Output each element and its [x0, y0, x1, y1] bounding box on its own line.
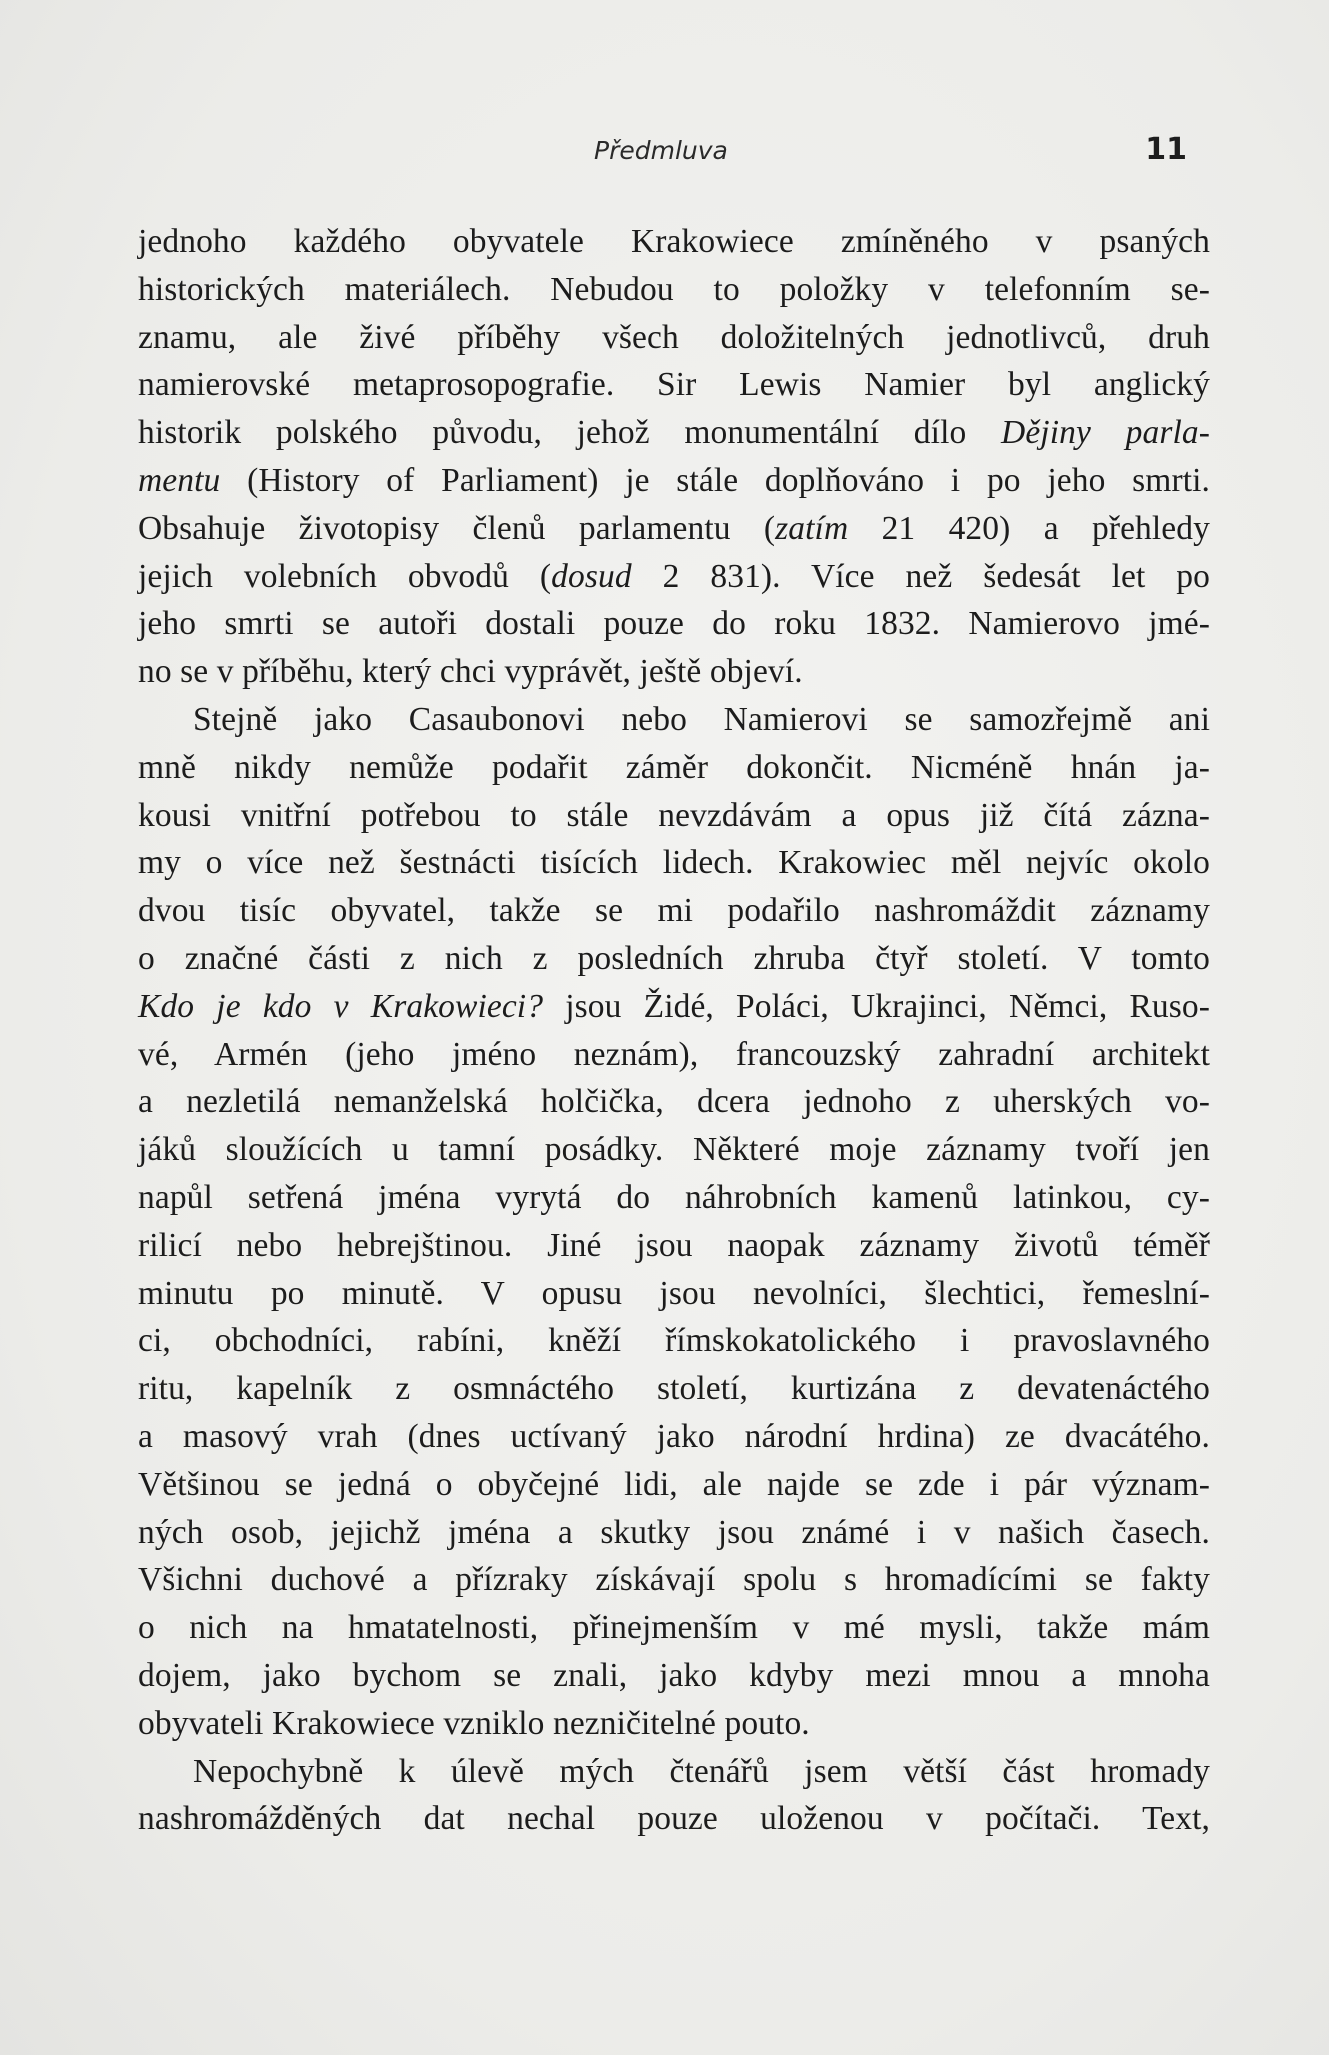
- text-segment: historik polského původu, jehož monumentální dílo: [138, 414, 1002, 452]
- text-line: [138, 887, 1210, 935]
- text-segment: Stejně jako Casaubonovi nebo Namierovi se samozřejmě ani: [193, 700, 1210, 738]
- text-segment: o nich na hmatatelnosti, přinejmenším v mé mysli, takže mám: [138, 1609, 1210, 1647]
- text-line: [138, 744, 1210, 792]
- text-line: [138, 648, 1210, 696]
- text-segment: (History of Parliament) je stále doplňováno i po jeho smrti.: [220, 461, 1210, 499]
- text-segment: a nezletilá nemanželská holčička, dcera jednoho z uherských vo-: [138, 1083, 1210, 1121]
- chapter-title: Předmluva: [594, 136, 728, 165]
- italic-text: Dějiny parla-: [1001, 414, 1210, 452]
- text-line: [138, 1317, 1210, 1365]
- text-segment: jáků sloužících u tamní posádky. Některé moje záznamy tvoří jen: [138, 1131, 1210, 1169]
- text-line: [138, 1556, 1210, 1604]
- body-text: [138, 218, 1210, 1843]
- text-line: [138, 1509, 1210, 1557]
- text-line: [138, 505, 1210, 553]
- text-line: [138, 314, 1210, 362]
- text-line: [138, 839, 1210, 887]
- text-segment: napůl setřená jména vyrytá do náhrobních kamenů latinkou, cy-: [138, 1178, 1210, 1216]
- text-segment: vé, Armén (jeho jméno neznám), francouzský zahradní architekt: [138, 1035, 1210, 1073]
- text-line: [138, 457, 1210, 505]
- text-segment: Všichni duchové a přízraky získávají spolu s hromadícími se fakty: [138, 1561, 1210, 1599]
- text-segment: ných osob, jejichž jména a skutky jsou známé i v našich časech.: [138, 1513, 1210, 1551]
- text-segment: Nepochybně k úlevě mých čtenářů jsem větší část hromady: [193, 1752, 1210, 1790]
- text-segment: ritu, kapelník z osmnáctého století, kurtizána z devatenáctého: [138, 1370, 1210, 1408]
- text-line: [138, 935, 1210, 983]
- text-line: [138, 1078, 1210, 1126]
- text-segment: jednoho každého obyvatele Krakowiece zmíněného v psaných: [138, 223, 1210, 260]
- text-line: [138, 1365, 1210, 1413]
- text-segment: rilicí nebo hebrejštinou. Jiné jsou naopak záznamy životů téměř: [138, 1226, 1210, 1264]
- text-segment: no se v příběhu, který chci vyprávět, ještě objeví.: [138, 653, 803, 691]
- italic-text: zatím: [775, 509, 849, 547]
- text-segment: 2 831). Více než šedesát let po: [631, 557, 1211, 595]
- text-line: [138, 696, 1210, 744]
- text-segment: jsou Židé, Poláci, Ukrajinci, Němci, Ruso-: [543, 987, 1211, 1025]
- text-line: [138, 1174, 1210, 1222]
- text-segment: minutu po minutě. V opusu jsou nevolníci, šlechtici, řemeslní-: [138, 1274, 1210, 1312]
- text-line: [138, 553, 1210, 601]
- text-segment: jeho smrti se autoři dostali pouze do roku 1832. Namierovo jmé-: [138, 605, 1210, 643]
- text-line: [138, 792, 1210, 840]
- text-line: [138, 409, 1210, 457]
- text-segment: Většinou se jedná o obyčejné lidi, ale najde se zde i pár význam-: [138, 1465, 1210, 1503]
- text-line: [138, 1748, 1210, 1796]
- text-segment: my o více než šestnácti tisících lidech. Krakowiec měl nejvíc okolo: [138, 844, 1210, 882]
- text-line: [138, 218, 1210, 266]
- text-segment: mně nikdy nemůže podařit záměr dokončit. Nicméně hnán ja-: [138, 748, 1210, 786]
- text-line: [138, 1222, 1210, 1270]
- text-line: [138, 983, 1210, 1031]
- text-segment: nashromážděných dat nechal pouze uloženou v počítači. Text,: [138, 1800, 1210, 1838]
- text-segment: 21 420) a přehledy: [848, 509, 1210, 547]
- text-line: [138, 600, 1210, 648]
- text-line: [138, 1413, 1210, 1461]
- text-segment: kousi vnitřní potřebou to stále nevzdávám a opus již čítá zázna-: [138, 796, 1210, 834]
- text-line: [138, 1652, 1210, 1700]
- text-segment: a masový vrah (dnes uctívaný jako národní hrdina) ze dvacátého.: [138, 1417, 1210, 1455]
- italic-text: mentu: [138, 461, 221, 499]
- page-number: 11: [1145, 132, 1187, 167]
- text-line: [138, 1604, 1210, 1652]
- text-line: [138, 361, 1210, 409]
- text-line: [138, 1126, 1210, 1174]
- running-head: [0, 132, 1329, 172]
- text-segment: obyvateli Krakowiece vzniklo nezničitelné pouto.: [138, 1704, 810, 1742]
- text-segment: o značné části z nich z posledních zhruba čtyř století. V tomto: [138, 939, 1210, 977]
- text-line: [138, 1031, 1210, 1079]
- text-segment: dvou tisíc obyvatel, takže se mi podařilo nashromáždit záznamy: [138, 892, 1210, 930]
- text-segment: znamu, ale živé příběhy všech doložitelných jednotlivců, druh: [138, 318, 1210, 356]
- text-line: [138, 1461, 1210, 1509]
- text-line: [138, 1795, 1210, 1843]
- italic-text: dosud: [551, 557, 632, 595]
- text-line: [138, 1270, 1210, 1318]
- text-segment: historických materiálech. Nebudou to položky v telefonním se-: [138, 270, 1210, 308]
- italic-text: Kdo je kdo v Krakowieci?: [138, 987, 544, 1025]
- text-segment: namierovské metaprosopografie. Sir Lewis Namier byl anglický: [138, 366, 1210, 404]
- text-segment: Obsahuje životopisy členů parlamentu (: [138, 509, 776, 547]
- text-line: [138, 266, 1210, 314]
- text-line: [138, 1700, 1210, 1748]
- text-segment: ci, obchodníci, rabíni, kněží římskokatolického i pravoslavného: [138, 1322, 1210, 1360]
- text-segment: jejich volebních obvodů (: [138, 557, 552, 595]
- text-segment: dojem, jako bychom se znali, jako kdyby mezi mnou a mnoha: [138, 1656, 1210, 1694]
